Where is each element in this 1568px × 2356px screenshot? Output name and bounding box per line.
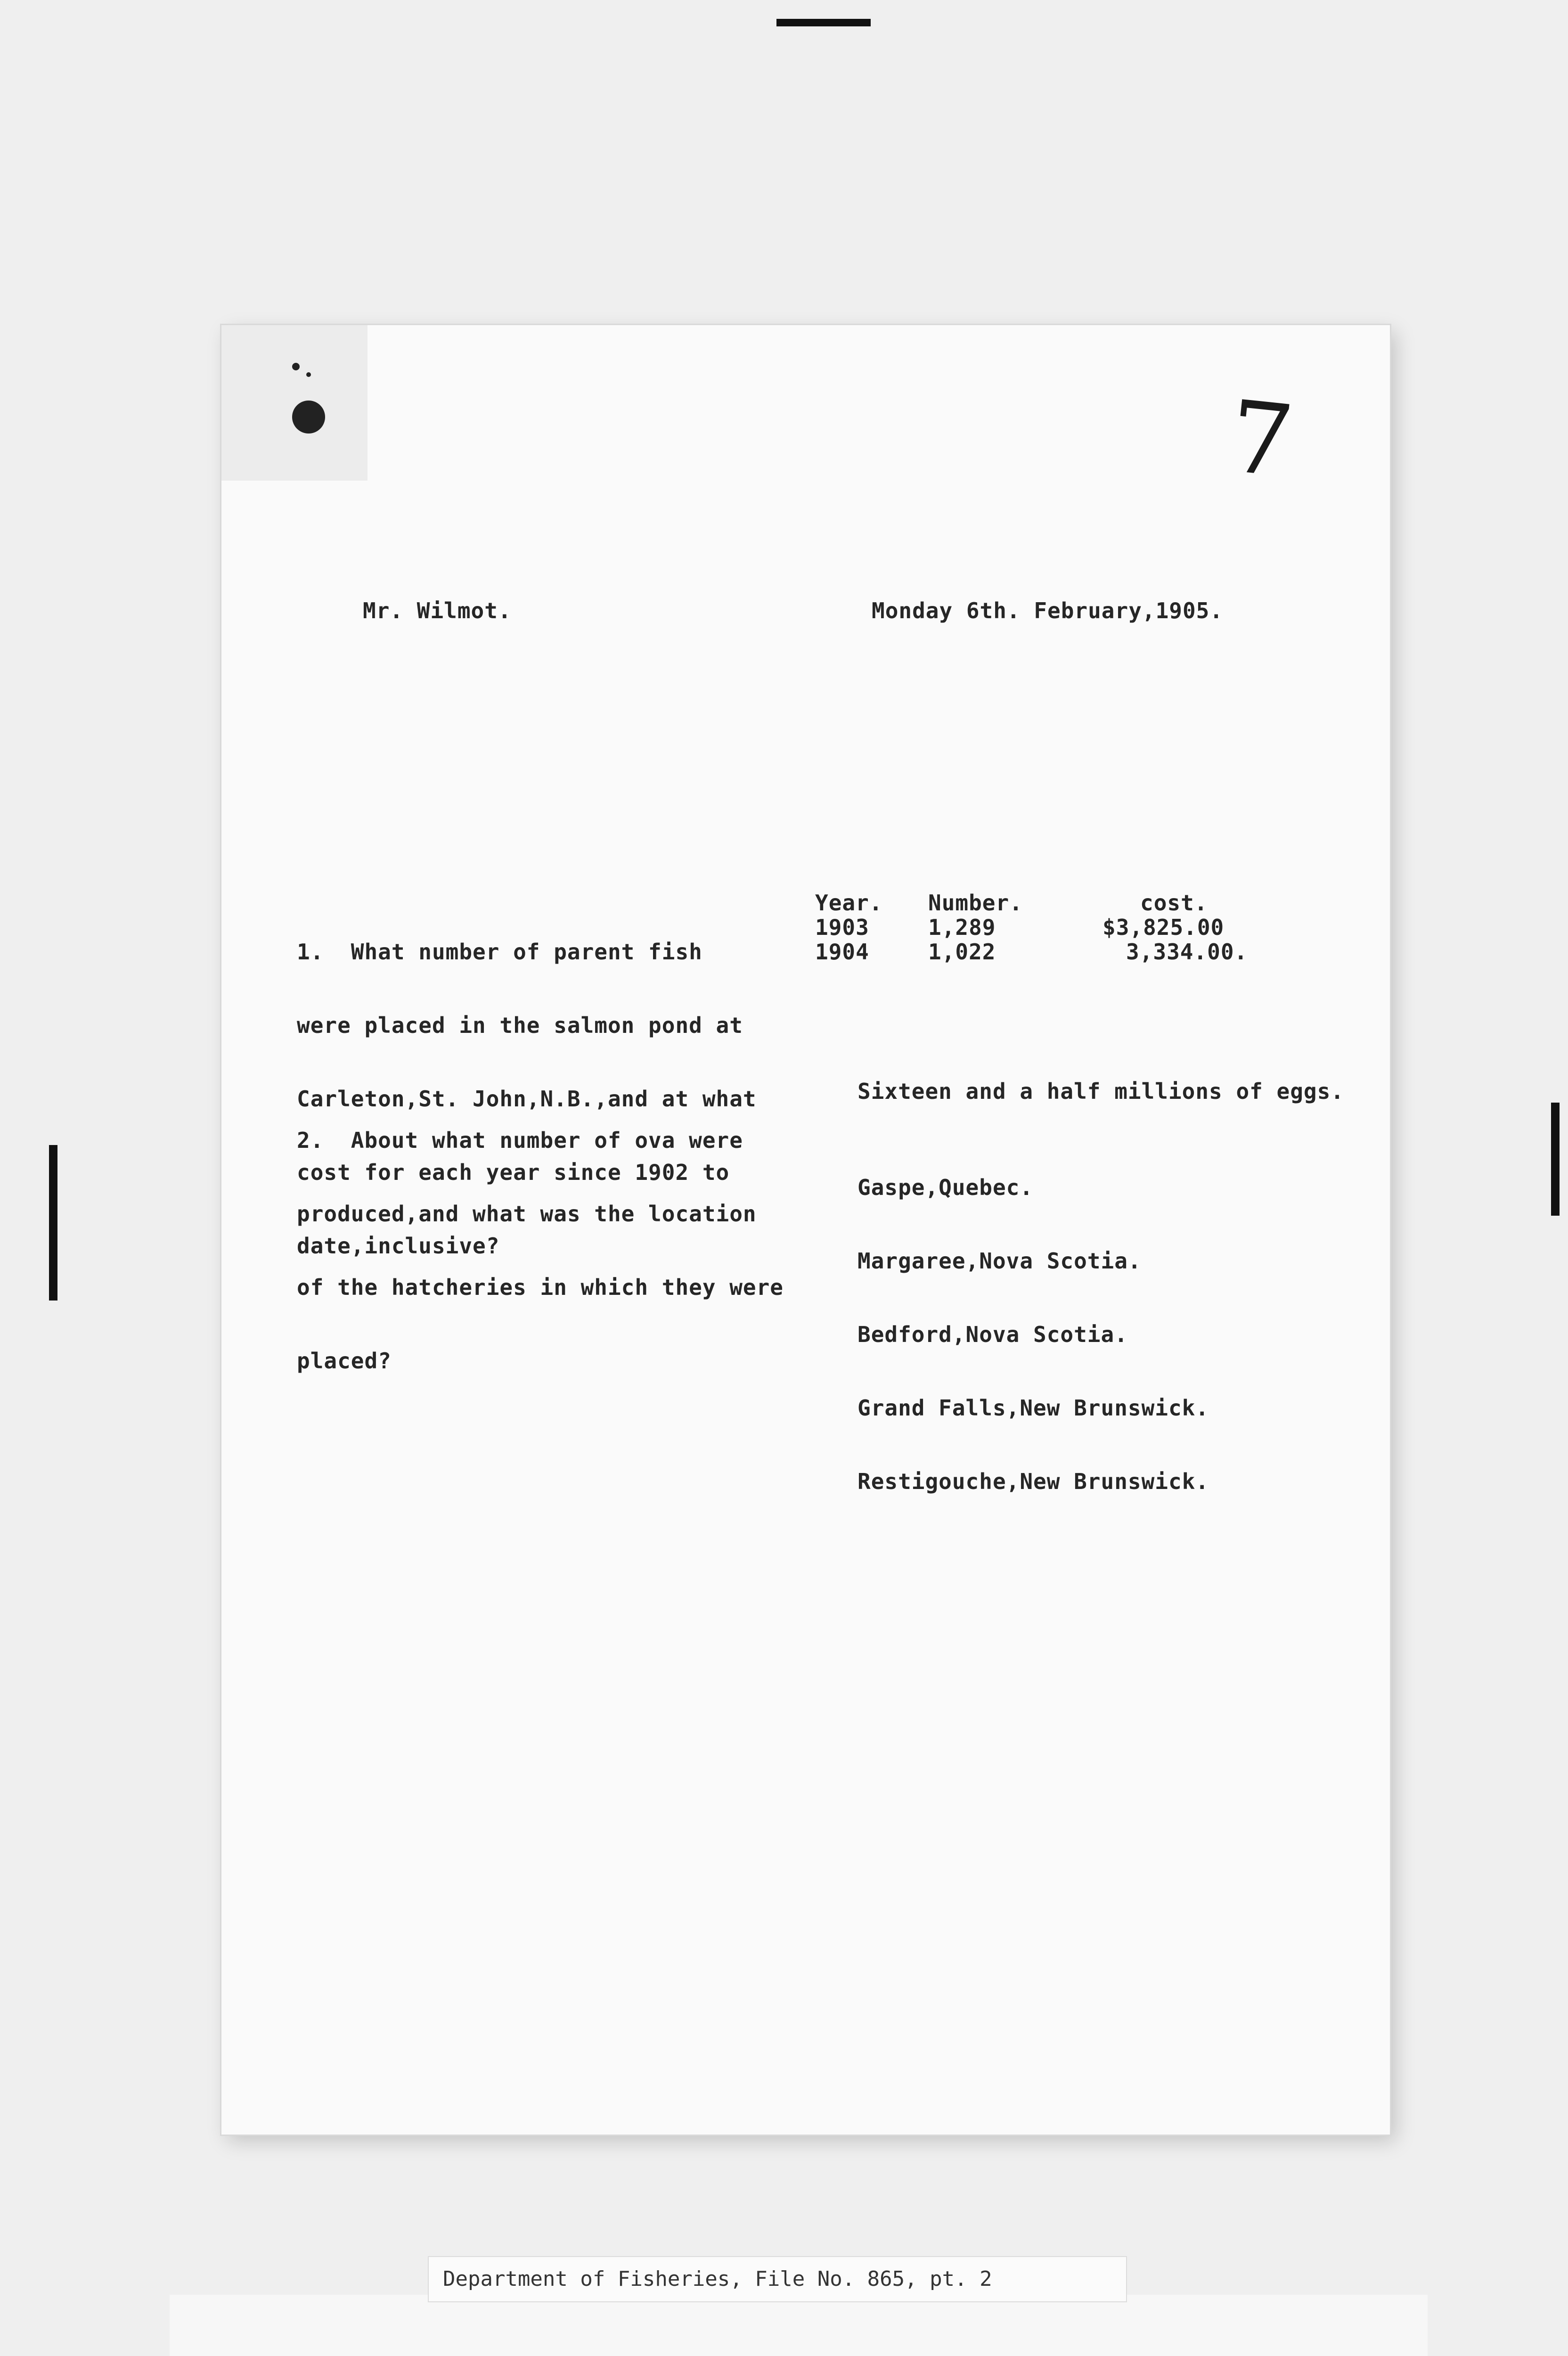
question-1-line: Carleton,St. John,N.B.,and at what <box>297 1086 757 1112</box>
hatchery-location: Bedford,Nova Scotia. <box>858 1322 1128 1347</box>
hatchery-location: Grand Falls,New Brunswick. <box>858 1395 1209 1421</box>
document-sheet <box>221 325 1390 2135</box>
ink-dot <box>306 372 311 377</box>
table-cell-year: 1904 <box>815 939 869 965</box>
question-1-line: date,inclusive? <box>297 1233 500 1259</box>
question-2-line: placed? <box>297 1348 392 1374</box>
addressee: Mr. Wilmot. <box>363 598 512 623</box>
question-1-line: cost for each year since 1902 to <box>297 1160 730 1185</box>
archive-stamp-card <box>170 2295 1428 2356</box>
ink-dot <box>292 363 300 370</box>
letter-date: Monday 6th. February,1905. <box>872 598 1224 623</box>
hatchery-location: Restigouche,New Brunswick. <box>858 1469 1209 1494</box>
question-2-line: of the hatcheries in which they were <box>297 1275 784 1300</box>
table-cell-cost: $3,825.00 <box>1102 915 1225 940</box>
question-2-line: produced,and what was the location <box>297 1201 757 1227</box>
table-header-cost: cost. <box>1140 890 1208 916</box>
ink-stain <box>292 401 325 434</box>
film-left-mark <box>49 1145 57 1301</box>
question-2 <box>297 1079 784 1422</box>
table-cell-number: 1,289 <box>928 915 996 940</box>
question-1-line: were placed in the salmon pond at <box>297 1013 743 1038</box>
hatchery-location: Gaspe,Quebec. <box>858 1175 1034 1200</box>
question-2-line: 2. About what number of ova were <box>297 1128 743 1153</box>
question-1-line: 1. What number of parent fish <box>297 939 702 965</box>
answer-2: Sixteen and a half millions of eggs. <box>858 1079 1344 1104</box>
table-cell-year: 1903 <box>815 915 869 940</box>
hatchery-locations <box>858 1126 1209 1543</box>
table-cell-number: 1,022 <box>928 939 996 965</box>
archive-reference: Department of Fisheries, File No. 865, pt. 2 <box>429 2257 1126 2301</box>
table-header-year: Year. <box>815 890 883 916</box>
table-cell-cost: 3,334.00. <box>1126 939 1248 965</box>
film-top-mark <box>776 19 871 26</box>
film-right-mark <box>1551 1103 1560 1216</box>
hatchery-location: Margaree,Nova Scotia. <box>858 1248 1142 1274</box>
folio-number: 7 <box>1224 378 1299 500</box>
table-header-number: Number. <box>928 890 1023 916</box>
sheet-corner-tab <box>221 325 368 481</box>
